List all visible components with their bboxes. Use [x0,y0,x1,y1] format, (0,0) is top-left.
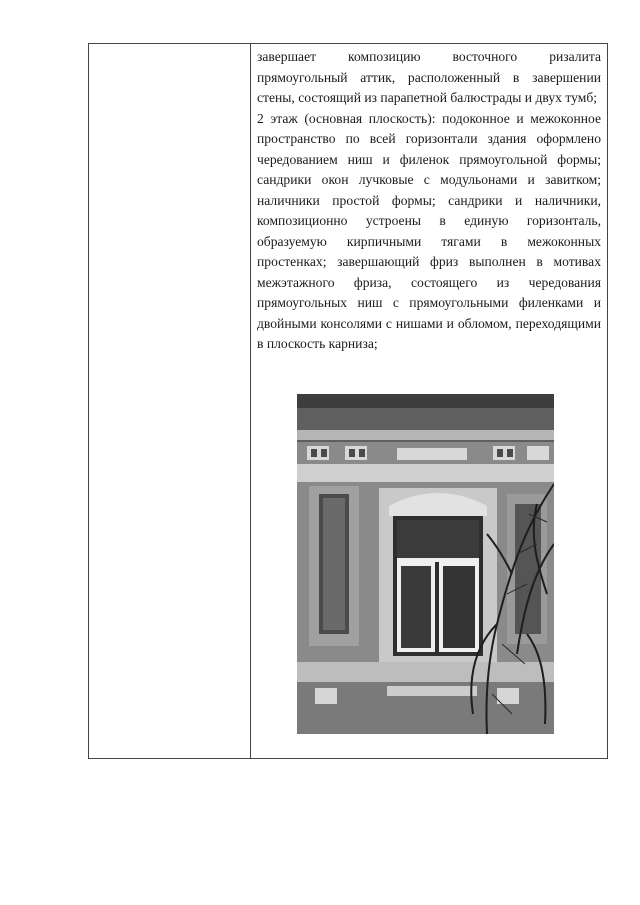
paragraph-attic: завершает композицию восточного ризалита прямоугольный аттик, расположенный в завершении стены, состоящий из парапетной балюстрады и двух тумб; [257,49,601,105]
paragraph-second-floor: 2 этаж (основная плоскость): подоконное и межоконное пространство по всей горизонтали здания оформлено чередованием ниш и филенок прямоугольной формы; сандрики окон лучковые с модульонами и завитком; наличники простой формы; сандрики и наличники, композиционно устроены в единую горизонталь, образуемую кирпичными тягами в межоконных простенках; завершающий фриз выполнен в мотивах межэтажного фриза, состоящего из чередования прямоугольных ниш с прямоугольными филенками и двойными консолями с нишами и обломом, переходящими в плоскость карниза; [257,110,601,351]
empty-cell [89,44,250,758]
facade-photo [297,394,554,734]
